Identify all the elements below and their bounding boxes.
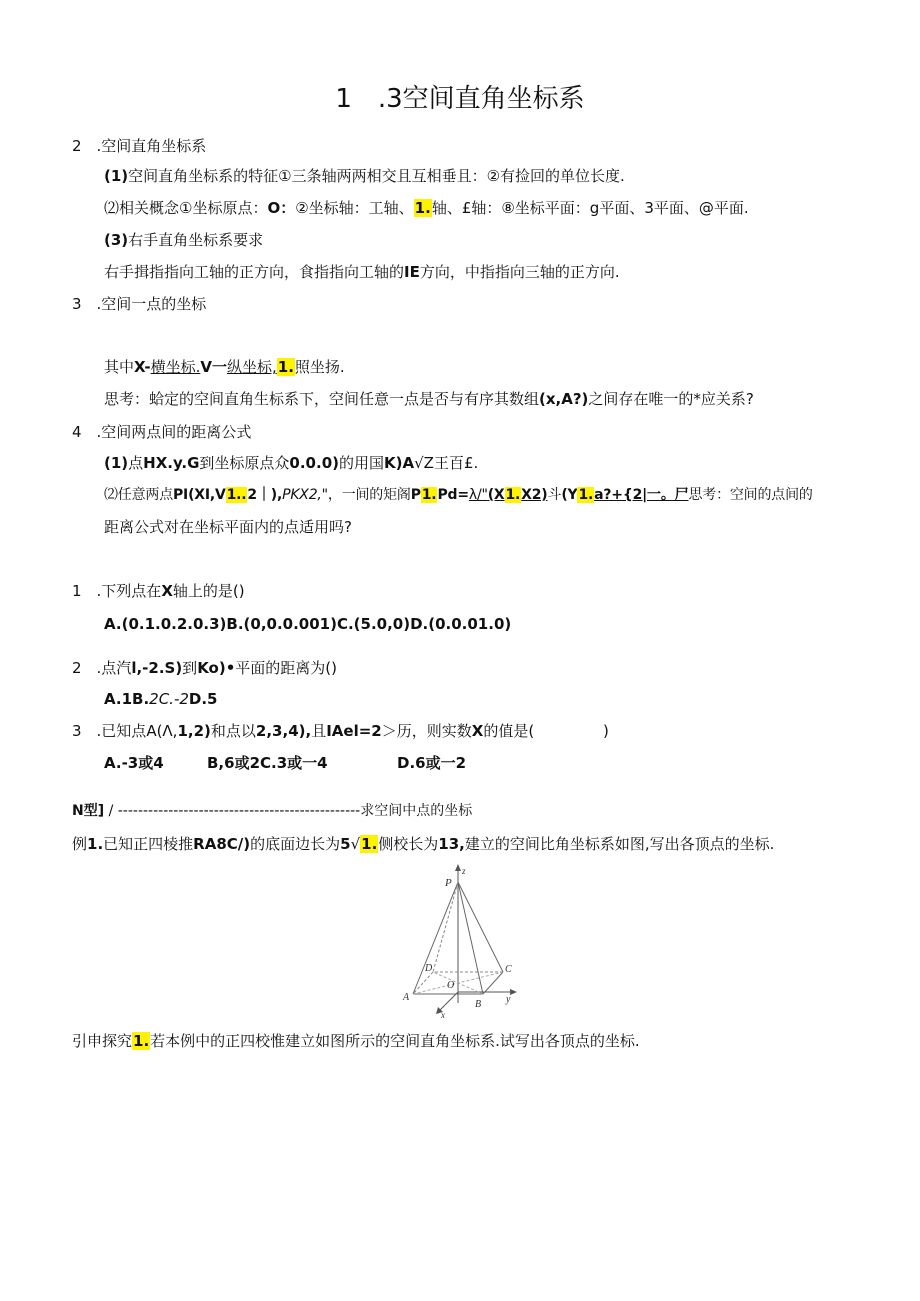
highlight-mark: 1. [505,487,521,503]
highlight-mark: 1. [277,358,294,376]
label-A: A [403,992,410,1003]
section-4-line-3: 距离公式对在坐标平面内的点适用吗? [104,518,352,536]
section-2-heading: 2 .空间直角坐标系 [72,137,207,155]
section-4-line-2: ⑵任意两点PI(XI,V1..2｜),PKX2,"，一间的矩阁P1.Pd=λ/"(X1.X2)斗(Y1.a?+{2|一。尸思考：空间的点间的 [104,487,813,503]
edge-DA [413,972,433,994]
question-3-option-b: B,6或2C.3或一4 [207,754,328,772]
edge-PB [458,882,483,994]
edge-PC [458,882,503,972]
highlight-mark: 1.. [226,487,247,503]
label-B: B [475,999,482,1010]
highlight-mark: 1. [361,835,378,853]
label-D: D [425,963,433,974]
label-C: C [505,964,512,975]
edge-PD [433,882,458,972]
highlight-mark: 1. [578,487,594,503]
section-4-line-1: (1)点HX.y.G到坐标原点众0.0.0)的用国K)A√Z王百£. [104,454,479,472]
x-axis [439,992,458,1011]
section-2-line-4: 右手揖指指向工轴的正方向，食指指向工轴的IE方向，中指指向三轴的正方向. [104,263,620,281]
question-2-options: A.1B.2C.-2D.5 [104,690,218,708]
label-P: P [445,877,452,889]
section-2-line-3: (3)右手直角坐标系要求 [104,231,264,249]
highlight-mark: 1. [414,199,431,217]
extend-exploration: 引申探究1.若本例中的正四校惟建立如图所示的空间直角坐标系.试写出各顶点的坐标. [72,1032,640,1050]
label-y: y [506,994,511,1005]
section-4-heading: 4 .空间两点间的距离公式 [72,423,252,441]
question-3: 3 .已知点A(Λ,1,2)和点以2,3,4),且IAel=2＞历，则实数X的值是( [72,722,535,740]
label-O: O [447,980,455,991]
pyramid-figure [395,862,525,1020]
section-3-line-1: 其中X-横坐标.V一纵坐标,1.照坐扬. [104,358,345,376]
section-3-line-2: 思考：蛤定的空间直角生标系下，空间任意一点是否与有序其数组(x,A?)之间存在唯一的*应关系? [104,390,754,408]
type-line: N型] / ------------------------------------------------求空间中点的坐标 [72,803,473,819]
y-axis-arrow [510,989,517,995]
z-axis-arrow [455,864,461,871]
question-2: 2 .点汽l,-2.S)到Ko)•平面的距离为() [72,659,338,677]
question-1-options: A.(0.1.0.2.0.3)B.(0,0.0.001)C.(5.0,0)D.(0.0.01.0) [104,615,512,633]
example-1: 例1.已知正四棱推RA8C/)的底面边长为5√1.侧校长为13,建立的空间比角坐标系如图,写出各顶点的坐标. [72,835,775,853]
question-3-option-a: A.-3或4 [104,754,164,772]
section-2-line-2: ⑵相关概念①坐标原点：O：②坐标轴：工轴、1.轴、£轴：⑧坐标平面：g平面、3平面、@平面. [104,199,749,217]
question-1: 1 .下列点在X轴上的是() [72,582,245,600]
edge-PA [413,882,458,994]
question-3-close-paren: ) [603,722,609,740]
label-x: x [441,1010,445,1020]
section-2-line-1: (1)空间直角坐标系的特征①三条轴两两相交且互相垂且：②有捡回的单位长度. [104,167,625,185]
edge-BC [483,972,503,994]
page-title: 1 .3空间直角坐标系 [335,84,585,114]
highlight-mark: 1. [421,487,437,503]
section-3-heading: 3 .空间一点的坐标 [72,295,207,313]
question-3-option-d: D.6或一2 [397,754,467,772]
highlight-mark: 1. [133,1032,150,1050]
label-z: z [462,866,466,876]
